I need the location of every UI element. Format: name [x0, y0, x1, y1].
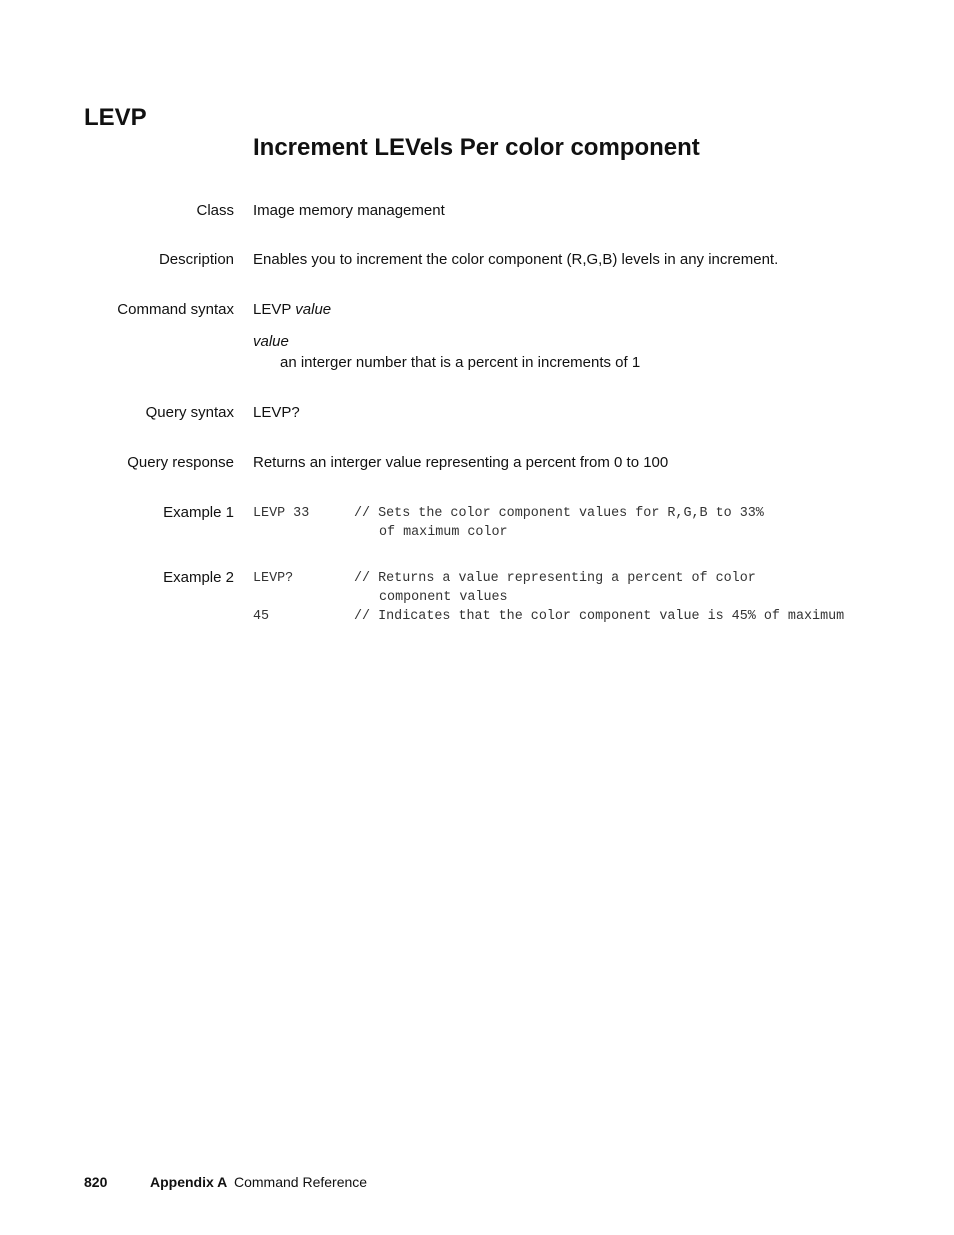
- example1-comment-continued: of maximum color: [379, 525, 508, 540]
- description-value: Enables you to increment the color component (R,G,B) levels in any increment.: [253, 251, 779, 268]
- query-response-label: Query response: [127, 454, 234, 471]
- command-syntax-label: Command syntax: [117, 301, 234, 318]
- command-syntax-value: [253, 301, 331, 318]
- query-syntax-value: LEVP?: [253, 404, 300, 421]
- footer-section: Command Reference: [234, 1174, 368, 1190]
- class-value: Image memory management: [253, 202, 445, 219]
- page-number: 820: [84, 1174, 108, 1190]
- example2-label: Example 2: [163, 569, 234, 586]
- command-syntax-param: value: [295, 301, 332, 318]
- command-syntax-command: LEVP: [253, 301, 292, 318]
- example1-comment: // Sets the color component values for R,G,B to 33%: [354, 506, 764, 521]
- command-title: Increment LEVels Per color component: [253, 134, 700, 161]
- query-syntax-label: Query syntax: [145, 404, 234, 421]
- example1-code: LEVP 33: [253, 506, 310, 521]
- query-response-value: Returns an interger value representing a percent from 0 to 100: [253, 454, 669, 471]
- param-description: an interger number that is a percent in increments of 1: [280, 354, 641, 371]
- example2-comment: // Returns a value representing a percent of color: [354, 571, 756, 586]
- command-name: LEVP: [84, 104, 147, 131]
- example2-code: LEVP?: [253, 571, 294, 586]
- example2-response-code: 45: [253, 609, 270, 624]
- description-label: Description: [158, 251, 234, 268]
- footer-appendix: Appendix A: [150, 1174, 228, 1190]
- example2-comment-continued: component values: [379, 590, 508, 605]
- example1-label: Example 1: [163, 504, 234, 521]
- class-label: Class: [196, 202, 234, 219]
- param-name: value: [253, 333, 289, 350]
- example2-response-comment: // Indicates that the color component value is 45% of maximum: [354, 609, 845, 624]
